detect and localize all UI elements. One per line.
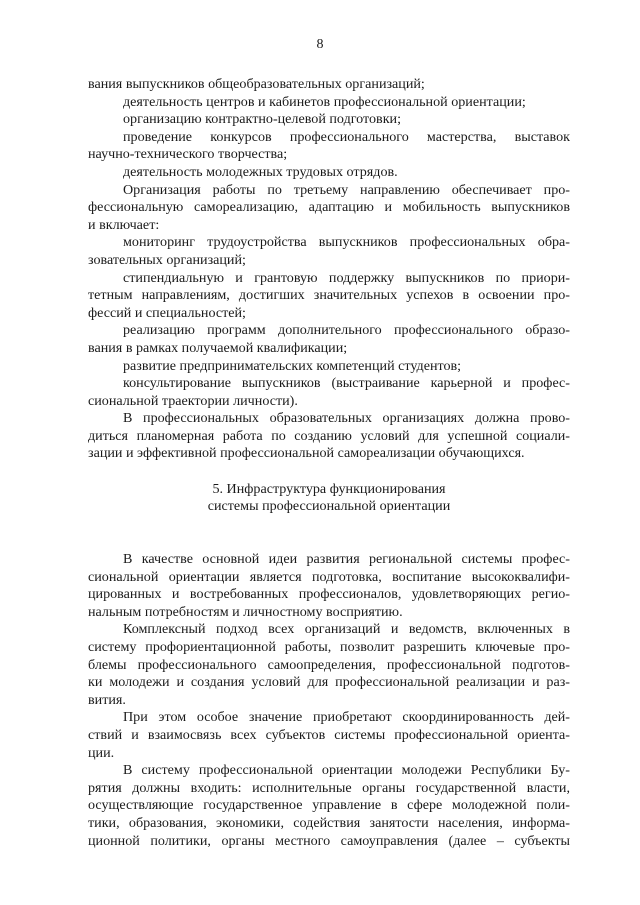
text-line: фессий и специальностей;	[88, 304, 246, 321]
text-line: вития.	[88, 691, 126, 708]
blank-line	[88, 463, 570, 481]
text-line: При этом особое значение приобретают скоординированность дей-	[123, 709, 570, 726]
text-line: В профессиональных образовательных организациях должна прово-	[123, 410, 570, 427]
text-line: рятия должны входить: исполнительные органы государственной власти,	[88, 779, 570, 796]
text-line: проведение конкурсов профессионального мастерства, выставок	[123, 128, 570, 145]
text-line: деятельность центров и кабинетов профессиональной ориентации;	[123, 93, 526, 110]
text-line: блемы профессионального самоопределения, профессиональной подготов-	[88, 656, 570, 673]
text-line: вания выпускников общеобразовательных организаций;	[88, 76, 425, 92]
text-line: В качестве основной идеи развития региональной системы профес-	[123, 551, 570, 568]
text-line: ционной политики, органы местного самоуправления (далее – субъекты	[88, 832, 570, 849]
text-line: осуществляющие государственное управление в сфере молодежной поли-	[88, 797, 570, 814]
text-line: В систему профессиональной ориентации молодежи Республики Бу-	[123, 762, 570, 779]
text-line: деятельность молодежных трудовых отрядов.	[123, 163, 398, 180]
text-line: научно-технического творчества;	[88, 146, 288, 163]
text-line: нальным потребностям и личностному восприятию.	[88, 603, 403, 620]
text-line: организацию контрактно-целевой подготовки;	[123, 111, 402, 128]
text-line: ции.	[88, 744, 115, 761]
section-heading-line: 5. Инфраструктура функционирования	[212, 480, 446, 497]
text-line: реализацию программ дополнительного профессионального образо-	[123, 322, 570, 339]
text-line: Организация работы по третьему направлению обеспечивает про-	[123, 181, 570, 198]
text-line: диться планомерная работа по созданию условий для успешной социали-	[88, 427, 570, 444]
text-line: Комплексный подход всех организаций и ведомств, включенных в	[123, 621, 570, 638]
blank-line	[88, 533, 570, 551]
text-line: зации и эффективной профессиональной самореализации обучающихся.	[88, 445, 525, 462]
text-line: фессиональную самореализацию, адаптацию и мобильность выпускников	[88, 199, 570, 216]
text-line: стипендиальную и грантовую поддержку выпускников по приори-	[123, 269, 570, 286]
text-line: и включает:	[88, 216, 160, 233]
text-line: зовательных организаций;	[88, 251, 246, 268]
text-line: систему профориентационной работы, позволит разрешить ключевые про-	[88, 639, 570, 655]
text-line: цированных и востребованных профессионалов, удовлетворяющих регио-	[88, 586, 570, 603]
section-heading-line: системы профессиональной ориентации	[207, 498, 451, 515]
text-line: тетным направлениям, достигших значительных успехов в освоении про-	[88, 287, 570, 304]
text-line: тики, образования, экономики, содействия занятости населения, информа-	[88, 814, 570, 831]
body-text	[88, 76, 570, 850]
text-line: развитие предпринимательских компетенций студентов;	[123, 357, 462, 374]
text-line: сиональной ориентации является подготовка, воспитание высококвалифи-	[88, 568, 570, 585]
text-line: вания в рамках получаемой квалификации;	[88, 339, 348, 356]
text-line: мониторинг трудоустройства выпускников профессиональных обра-	[123, 234, 570, 251]
blank-line	[88, 516, 570, 534]
text-line: сиональной траектории личности).	[88, 392, 298, 409]
text-line: консультирование выпускников (выстраивание карьерной и профес-	[123, 375, 570, 392]
text-line: ствий и взаимосвязь всех субъектов системы профессиональной ориента-	[88, 726, 570, 743]
page-number: 8	[316, 37, 324, 52]
text-line: ки молодежи и создания условий для профессиональной реализации и раз-	[88, 674, 570, 691]
